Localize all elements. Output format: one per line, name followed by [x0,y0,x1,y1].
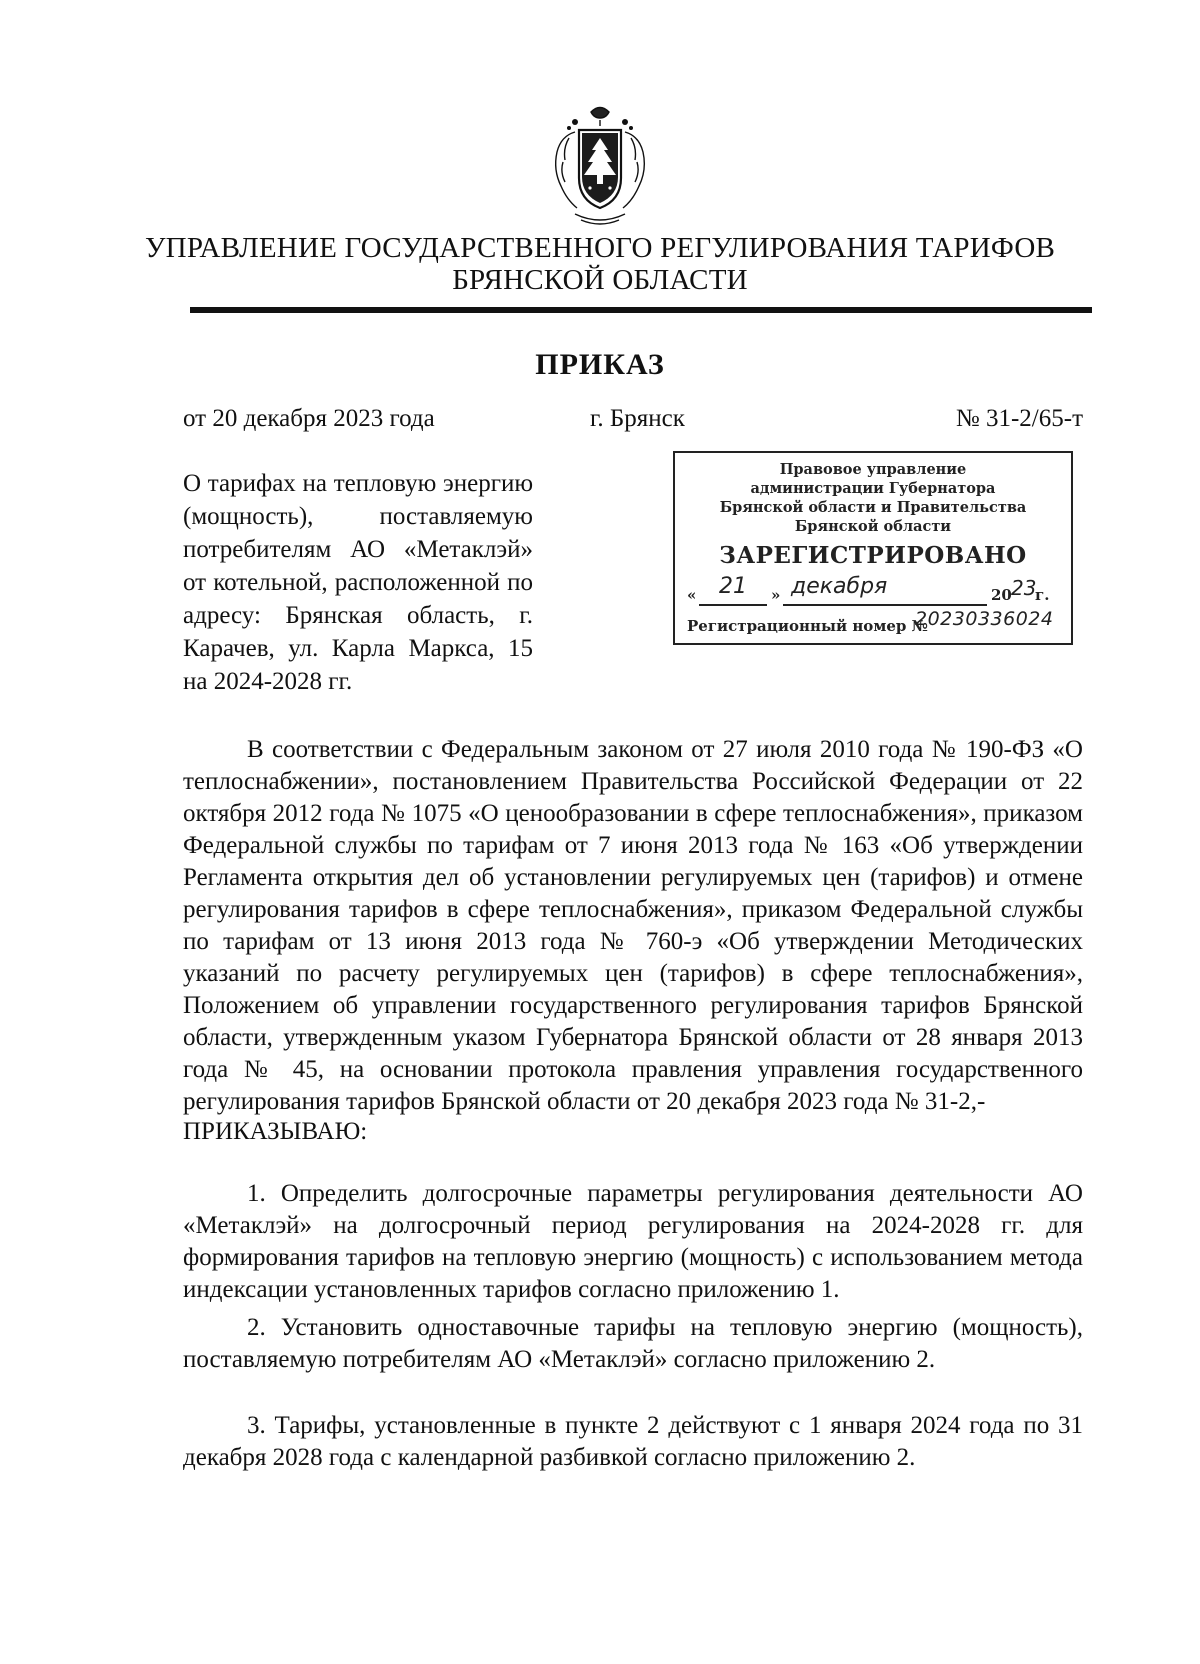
stamp-line: администрации Губернатора [750,480,996,497]
preamble-text: В соответствии с Федеральным законом от 27 июля 2010 года № 190-ФЗ «О теплоснабжении», постановлением Правительства Российской Федерации от 22 октября 2012 года № 1075 «О ценообразовании в сфере теплоснабжения», приказом Федеральной службы по тарифам от 7 июня 2013 года № 163 «Об утверждении Регламента открытия дел об установлении регулируемых цен (тарифов) и отмене регулирования тарифов в сфере теплоснабжения», приказом Федеральной службы по тарифам от 13 июня 2013 года № 760-э «Об утверждении Методических указаний по расчету регулируемых цен (тарифов) в сфере теплоснабжения», Положением об управлении государственного регулирования тарифов Брянской области, утвержденным указом Губернатора Брянской области от 28 января 2013 года № 45, на основании протокола правления управления государственного регулирования тарифов Брянской области от 20 декабря 2023 года № 31-2,- [183,736,1083,1115]
coat-of-arms-icon [545,102,655,232]
header-divider [190,307,1092,313]
stamp-quote-open: « [687,586,697,604]
order-item-text: 3. Тарифы, установленные в пункте 2 действуют с 1 января 2024 года по 31 декабря 2028 года с календарной разбивкой согласно приложению 2. [183,1412,1083,1471]
order-item-3 [183,1410,1083,1474]
stamp-date [683,574,1063,608]
stamp-reg-label: Регистрационный номер № [687,617,928,635]
preamble [183,734,1083,1118]
organization-name: УПРАВЛЕНИЕ ГОСУДАРСТВЕННОГО РЕГУЛИРОВАНИЯ ТАРИФОВ [144,232,1056,264]
stamp-line: Правовое управление [779,461,967,478]
order-item-text: 2. Установить одноставочные тарифы на тепловую энергию (мощность), поставляемую потребителям АО «Метаклэй» согласно приложению 2. [183,1314,1083,1373]
stamp-month-handwritten: декабря [791,574,888,599]
stamp-line: Брянской области [794,518,952,535]
stamp-line: Брянской области и Правительства [719,499,1027,516]
order-item-2 [183,1312,1083,1376]
stamp-year-prefix: 20 [991,586,1012,604]
stamp-month-underline [783,604,987,606]
stamp-reg-number-handwritten: 20230336024 [915,608,1054,630]
stamp-quote-close: » [771,586,781,604]
stamp-day-handwritten: 21 [719,574,747,599]
stamp-year-unit: г. [1035,586,1050,604]
order-word: ПРИКАЗЫВАЮ: [183,1118,368,1145]
order-date: от 20 декабря 2023 года [183,405,435,432]
order-item-1 [183,1178,1083,1306]
registration-stamp [673,451,1073,645]
order-word-block [183,1116,1083,1148]
order-number: № 31-2/65-т [955,405,1083,432]
stamp-day-underline [699,604,767,606]
stamp-authority [675,460,1071,536]
order-subject: О тарифах на тепловую энергию (мощность), поставляемую потребителям АО «Метаклэй» от котельной, расположенной по адресу: Брянская область, г. Карачев, ул. Карла Маркса, 15 на 2024-2028 гг. [183,470,533,695]
stamp-registered-label: ЗАРЕГИСТРИРОВАНО [719,542,1027,569]
organization-region: БРЯНСКОЙ ОБЛАСТИ [452,264,748,296]
order-item-text: 1. Определить долгосрочные параметры регулирования деятельности АО «Метаклэй» на долгосрочный период регулирования на 2024-2028 гг. для формирования тарифов на тепловую энергию (мощность) с использованием метода индексации установленных тарифов согласно приложению 1. [183,1180,1083,1303]
order-city: г. Брянск [590,405,685,432]
stamp-year-handwritten: 23 [1011,576,1037,600]
document-title: ПРИКАЗ [535,348,665,381]
